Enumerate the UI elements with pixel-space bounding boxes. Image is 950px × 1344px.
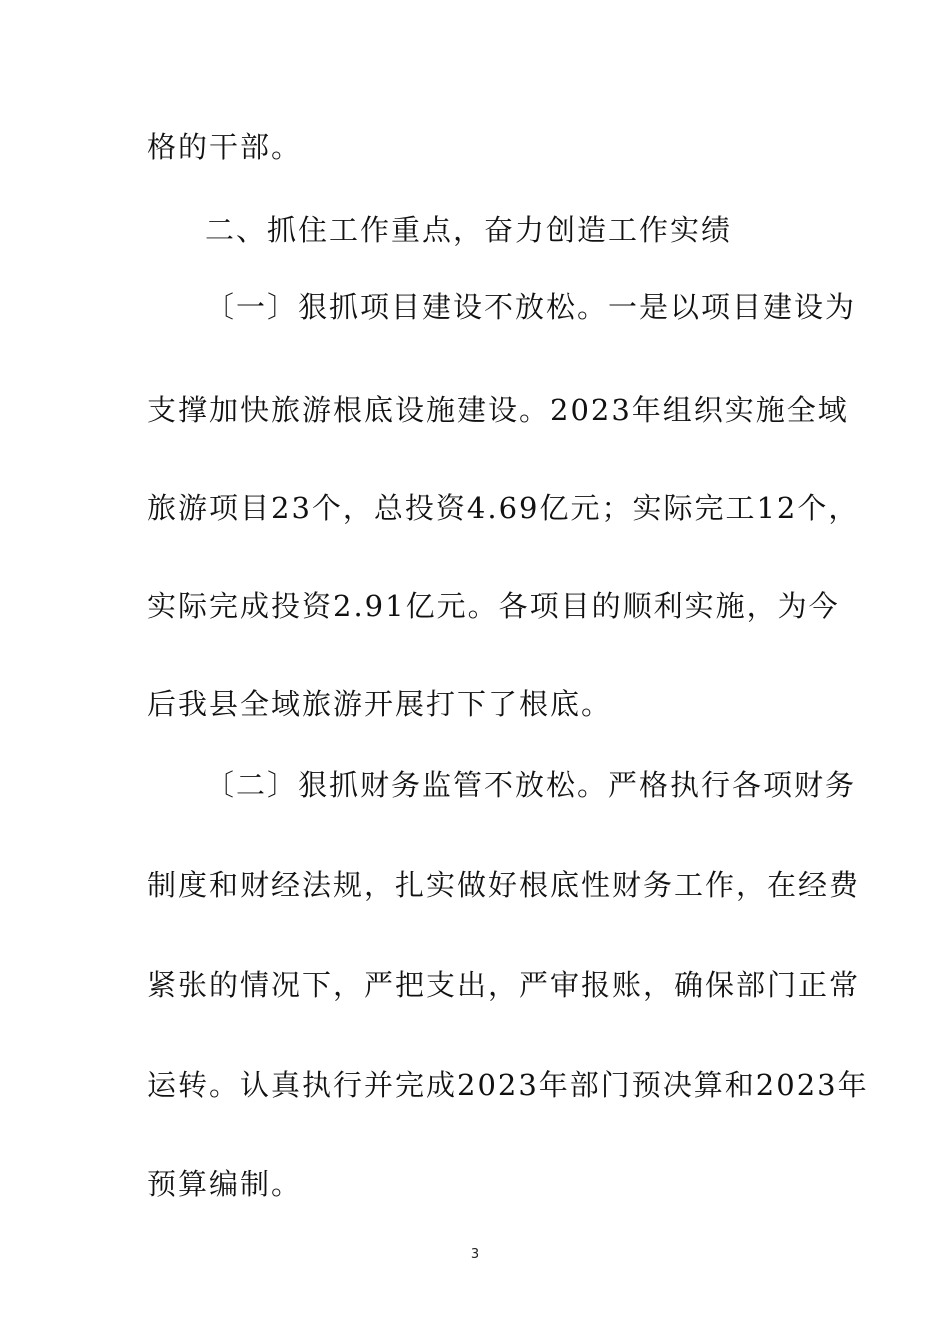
paragraph-line: 旅游项目23个，总投资4.69亿元；实际完工12个， — [147, 491, 860, 525]
paragraph-line: 〔一〕狠抓项目建设不放松。一是以项目建设为 — [205, 290, 857, 324]
page-number: 3 — [470, 1247, 480, 1262]
paragraph-line: 预算编制。 — [147, 1167, 303, 1201]
paragraph-line: 运转。认真执行并完成2023年部门预决算和2023年 — [147, 1068, 869, 1102]
paragraph-line: 格的干部。 — [147, 130, 303, 164]
paragraph-line: 〔二〕狠抓财务监管不放松。严格执行各项财务 — [205, 768, 857, 802]
paragraph-line: 实际完成投资2.91亿元。各项目的顺利实施，为今 — [147, 589, 840, 623]
paragraph-line: 后我县全域旅游开展打下了根底。 — [147, 687, 613, 721]
paragraph-line: 制度和财经法规，扎实做好根底性财务工作，在经费 — [147, 868, 861, 902]
section-heading: 二、抓住工作重点，奋力创造工作实绩 — [205, 213, 733, 247]
paragraph-line: 紧张的情况下，严把支出，严审报账，确保部门正常 — [147, 968, 861, 1002]
paragraph-line: 支撑加快旅游根底设施建设。2023年组织实施全域 — [147, 393, 849, 427]
